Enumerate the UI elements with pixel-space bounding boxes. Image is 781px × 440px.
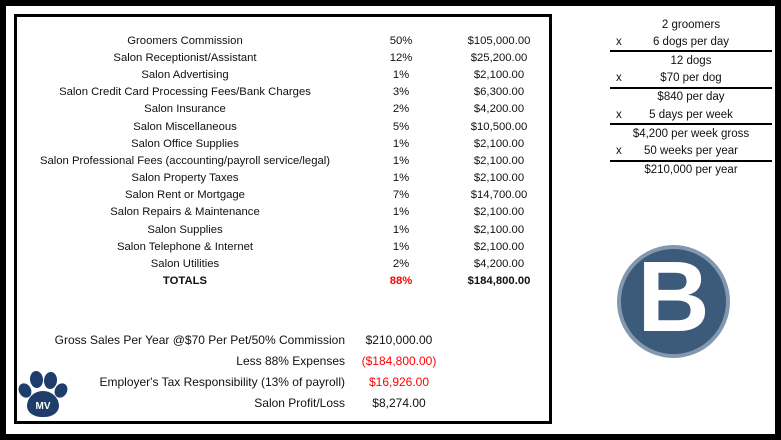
expense-percent: 1% [392, 206, 410, 219]
expense-percent: 1% [392, 154, 410, 167]
calc-text: 50 weeks per year [644, 144, 738, 157]
calc-text: 6 dogs per day [652, 35, 730, 48]
expense-amount: $14,700.00 [470, 189, 528, 202]
expense-row [17, 49, 549, 66]
expense-label: Salon Office Supplies [131, 137, 239, 150]
summary-value: $8,274.00 [372, 395, 426, 410]
summary-value: $16,926.00 [368, 374, 430, 389]
expense-percent: 7% [392, 189, 410, 202]
totals-percent: 88% [389, 275, 413, 288]
expense-amount: $4,200.00 [473, 258, 525, 271]
expense-label: Salon Supplies [147, 223, 223, 236]
calc-row [610, 162, 772, 179]
expense-label: Salon Miscellaneous [133, 120, 237, 133]
expense-row [17, 66, 549, 83]
expense-amount: $6,300.00 [473, 86, 525, 99]
expense-row [17, 101, 549, 118]
expense-amount: $2,100.00 [473, 154, 525, 167]
calc-row [610, 106, 772, 125]
multiply-sign: x [616, 35, 622, 48]
summary-value: ($184,800.00) [361, 353, 437, 368]
expense-percent: 2% [392, 103, 410, 116]
calc-row [610, 16, 772, 33]
expense-amount: $2,100.00 [473, 137, 525, 150]
summary-label: Gross Sales Per Year @$70 Per Pet/50% Commission [54, 332, 345, 347]
expense-label: Salon Repairs & Maintenance [110, 206, 260, 219]
summary-row [17, 329, 549, 350]
multiply-sign: x [616, 72, 622, 85]
expense-label: Salon Insurance [144, 103, 226, 116]
calc-text: $840 per day [657, 91, 725, 104]
totals-label: TOTALS [162, 275, 208, 288]
calc-text: 5 days per week [649, 108, 733, 121]
b-badge-icon [617, 240, 730, 358]
paw-initials: MV [35, 400, 51, 412]
summary-row [17, 350, 549, 371]
expense-percent: 1% [392, 137, 410, 150]
gross-sales-calculation [610, 16, 772, 179]
expense-label: Salon Property Taxes [131, 172, 239, 185]
expense-rows [17, 32, 549, 273]
calc-text: $70 per dog [660, 72, 722, 85]
expense-amount: $10,500.00 [470, 120, 528, 133]
expense-percent: 1% [392, 240, 410, 253]
expense-row [17, 255, 549, 272]
expense-label: Salon Credit Card Processing Fees/Bank Charges [59, 86, 311, 99]
paw-pad-icon [27, 391, 59, 417]
expense-label: Salon Utilities [150, 258, 220, 271]
summary-row [17, 392, 549, 413]
summary-label: Employer's Tax Responsibility (13% of payroll) [99, 374, 345, 389]
expense-percent: 2% [392, 258, 410, 271]
expense-row [17, 84, 549, 101]
expense-percent: 1% [392, 223, 410, 236]
expense-row [17, 118, 549, 135]
expense-amount: $105,000.00 [467, 34, 531, 47]
calc-text: $210,000 per year [644, 164, 738, 177]
expense-row [17, 204, 549, 221]
summary-row [17, 371, 549, 392]
calc-row [610, 70, 772, 89]
calc-row [610, 52, 772, 69]
paw-toe-icon [29, 370, 44, 388]
expense-label: Salon Professional Fees (accounting/payroll service/legal) [39, 154, 331, 167]
expense-amount: $2,100.00 [473, 172, 525, 185]
expense-percent: 50% [389, 34, 413, 47]
calc-text: $4,200 per week gross [632, 127, 750, 140]
expense-label: Salon Advertising [141, 68, 229, 81]
expense-row [17, 170, 549, 187]
expense-row [17, 238, 549, 255]
expense-label: Groomers Commission [127, 34, 243, 47]
expense-row [17, 135, 549, 152]
expense-row [17, 32, 549, 49]
summary-value: $210,000.00 [365, 332, 433, 347]
expense-table [17, 32, 549, 290]
badge-letter: B [637, 240, 710, 353]
expense-amount: $2,100.00 [473, 223, 525, 236]
multiply-sign: x [616, 108, 622, 121]
summary-label: Less 88% Expenses [236, 353, 345, 368]
expense-row [17, 221, 549, 238]
calc-row [610, 33, 772, 52]
calc-text: 2 groomers [661, 18, 721, 31]
expense-percent: 5% [392, 120, 410, 133]
totals-row [17, 273, 549, 290]
totals-amount: $184,800.00 [467, 275, 531, 288]
expense-row [17, 187, 549, 204]
expense-label: Salon Receptionist/Assistant [113, 51, 257, 64]
paw-icon [19, 371, 67, 420]
calc-text: 12 dogs [670, 54, 712, 67]
profit-summary [17, 329, 549, 413]
expense-percent: 12% [389, 51, 413, 64]
expense-label: Salon Rent or Mortgage [125, 189, 245, 202]
expense-amount: $2,100.00 [473, 68, 525, 81]
calc-row [610, 89, 772, 106]
expense-percent: 1% [392, 172, 410, 185]
calc-row [610, 142, 772, 161]
expense-amount: $2,100.00 [473, 206, 525, 219]
expense-report-box [14, 14, 552, 424]
expense-label: Salon Telephone & Internet [116, 240, 254, 253]
expense-percent: 3% [392, 86, 410, 99]
expense-row [17, 152, 549, 169]
expense-percent: 1% [392, 68, 410, 81]
expense-amount: $4,200.00 [473, 103, 525, 116]
calc-row [610, 125, 772, 142]
multiply-sign: x [616, 144, 622, 157]
expense-amount: $25,200.00 [470, 51, 528, 64]
expense-amount: $2,100.00 [473, 240, 525, 253]
summary-label: Salon Profit/Loss [254, 395, 345, 410]
